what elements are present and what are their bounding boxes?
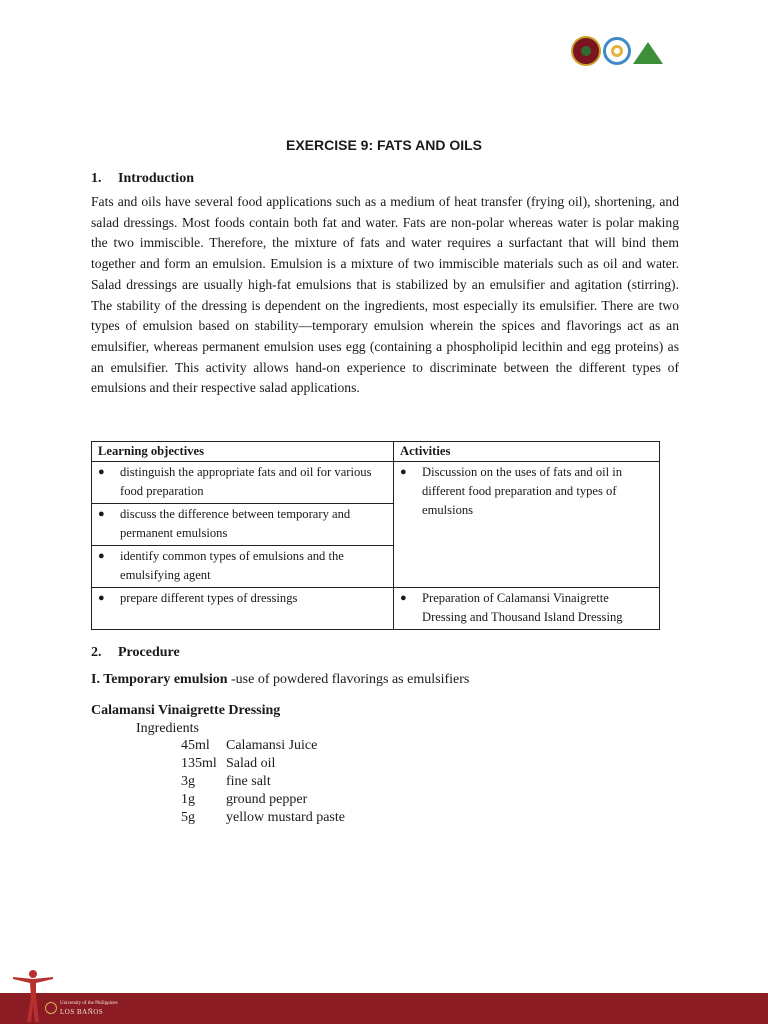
header-logos bbox=[571, 36, 663, 66]
ingredient-qty: 5g bbox=[181, 810, 195, 825]
page-title: EXERCISE 9: FATS AND OILS bbox=[285, 137, 483, 153]
section-title: Introduction bbox=[118, 171, 194, 186]
section-number: 2. bbox=[91, 645, 102, 660]
ingredient-qty: 135ml bbox=[181, 756, 217, 771]
table-cell bbox=[92, 504, 394, 546]
objective-text: discuss the difference between temporary and permanent emulsions bbox=[120, 507, 351, 540]
bullet-icon: ● bbox=[98, 592, 105, 604]
ingredient-row bbox=[181, 792, 307, 808]
ingredient-row bbox=[181, 738, 317, 754]
footer-brand-text bbox=[60, 1000, 118, 1016]
footer-seal-icon bbox=[45, 1002, 57, 1014]
bullet-icon: ● bbox=[98, 466, 105, 478]
up-seal-logo bbox=[571, 36, 601, 66]
ingredient-name: yellow mustard paste bbox=[226, 810, 345, 825]
ingredient-name: ground pepper bbox=[226, 792, 308, 807]
table-cell bbox=[92, 546, 394, 588]
recipe-name bbox=[91, 703, 280, 719]
ring-logo bbox=[603, 37, 631, 65]
table-header-row bbox=[92, 442, 660, 462]
ingredient-qty: 3g bbox=[181, 774, 195, 789]
bullet-icon: ● bbox=[400, 466, 407, 478]
table-cell bbox=[92, 588, 394, 630]
activity-text: Discussion on the uses of fats and oil in different food preparation and types of emulsions bbox=[422, 465, 623, 517]
list-item bbox=[98, 547, 387, 585]
section-number: 1. bbox=[91, 171, 102, 186]
section-heading-introduction bbox=[91, 171, 194, 187]
temporary-emulsion-line bbox=[91, 672, 469, 688]
intro-paragraph: Fats and oils have several food applications such as a medium of heat transfer (frying oil), shortening, and salad dressings. Most foods contain both fat and water. Fats are non-polar whereas water is polar making the two immiscible. Therefore, the mixture of fats and water requires a surfactant that will bind them together and form an emulsion. Emulsion is a mixture of two immiscible materials such as oil and water. Salad dressings are usually high-fat emulsions that is stabilized by an emulsifier and agitation (stirring). The stability of the dressing is dependent on the ingredients, most especially its emulsifier. There are two types of emulsion based on stability—temporary emulsion wherein the spices and flavorings act as an emulsifier, whereas permanent emulsion uses egg (containing a phospholipid lecithin and egg proteins) as an emulsifier. This activity allows hand-on experience to discriminate between the different types of emulsions and their respective salad applications. bbox=[91, 194, 679, 396]
ingredient-row bbox=[181, 756, 275, 772]
objectives-table bbox=[91, 441, 660, 630]
activity-text: Preparation of Calamansi Vinaigrette Dressing and Thousand Island Dressing bbox=[422, 591, 623, 624]
section-title: Procedure bbox=[118, 645, 180, 660]
list-item bbox=[98, 505, 387, 543]
objective-text: distinguish the appropriate fats and oil for various food preparation bbox=[120, 465, 372, 498]
ingredients-label: Ingredients bbox=[136, 721, 199, 736]
bullet-icon: ● bbox=[98, 508, 105, 520]
table-cell bbox=[394, 588, 660, 630]
ingredient-name: fine salt bbox=[226, 774, 271, 789]
ingredient-row bbox=[181, 810, 345, 826]
ingredient-name: Salad oil bbox=[226, 756, 276, 771]
bullet-icon: ● bbox=[400, 592, 407, 604]
temporary-emulsion-desc: -use of powdered flavorings as emulsifiers bbox=[227, 672, 470, 687]
list-item bbox=[98, 589, 387, 608]
footer-line1: University of the Philippines bbox=[60, 1001, 118, 1006]
list-item bbox=[400, 463, 653, 520]
bullet-icon: ● bbox=[98, 550, 105, 562]
section-heading-procedure bbox=[91, 645, 180, 661]
table-row bbox=[92, 462, 660, 504]
temporary-emulsion-label: I. Temporary emulsion bbox=[91, 672, 228, 687]
table-header-objectives: Learning objectives bbox=[92, 442, 394, 462]
list-item bbox=[400, 589, 653, 627]
table-cell bbox=[92, 462, 394, 504]
objective-text: prepare different types of dressings bbox=[120, 591, 298, 605]
table-row bbox=[92, 588, 660, 630]
ingredient-qty: 1g bbox=[181, 792, 195, 807]
table-header-activities: Activities bbox=[394, 442, 660, 462]
footer-brand bbox=[45, 1000, 118, 1016]
list-item bbox=[98, 463, 387, 501]
table-cell bbox=[394, 462, 660, 588]
mountain-logo bbox=[633, 42, 663, 64]
ingredient-row bbox=[181, 774, 271, 790]
objective-text: identify common types of emulsions and the emulsifying agent bbox=[120, 549, 344, 582]
ingredient-qty: 45ml bbox=[181, 738, 210, 753]
footer-line2: LOS BAÑOS bbox=[60, 1008, 104, 1016]
recipe-name-text: Calamansi Vinaigrette Dressing bbox=[91, 703, 281, 718]
ingredient-name: Calamansi Juice bbox=[226, 738, 318, 753]
